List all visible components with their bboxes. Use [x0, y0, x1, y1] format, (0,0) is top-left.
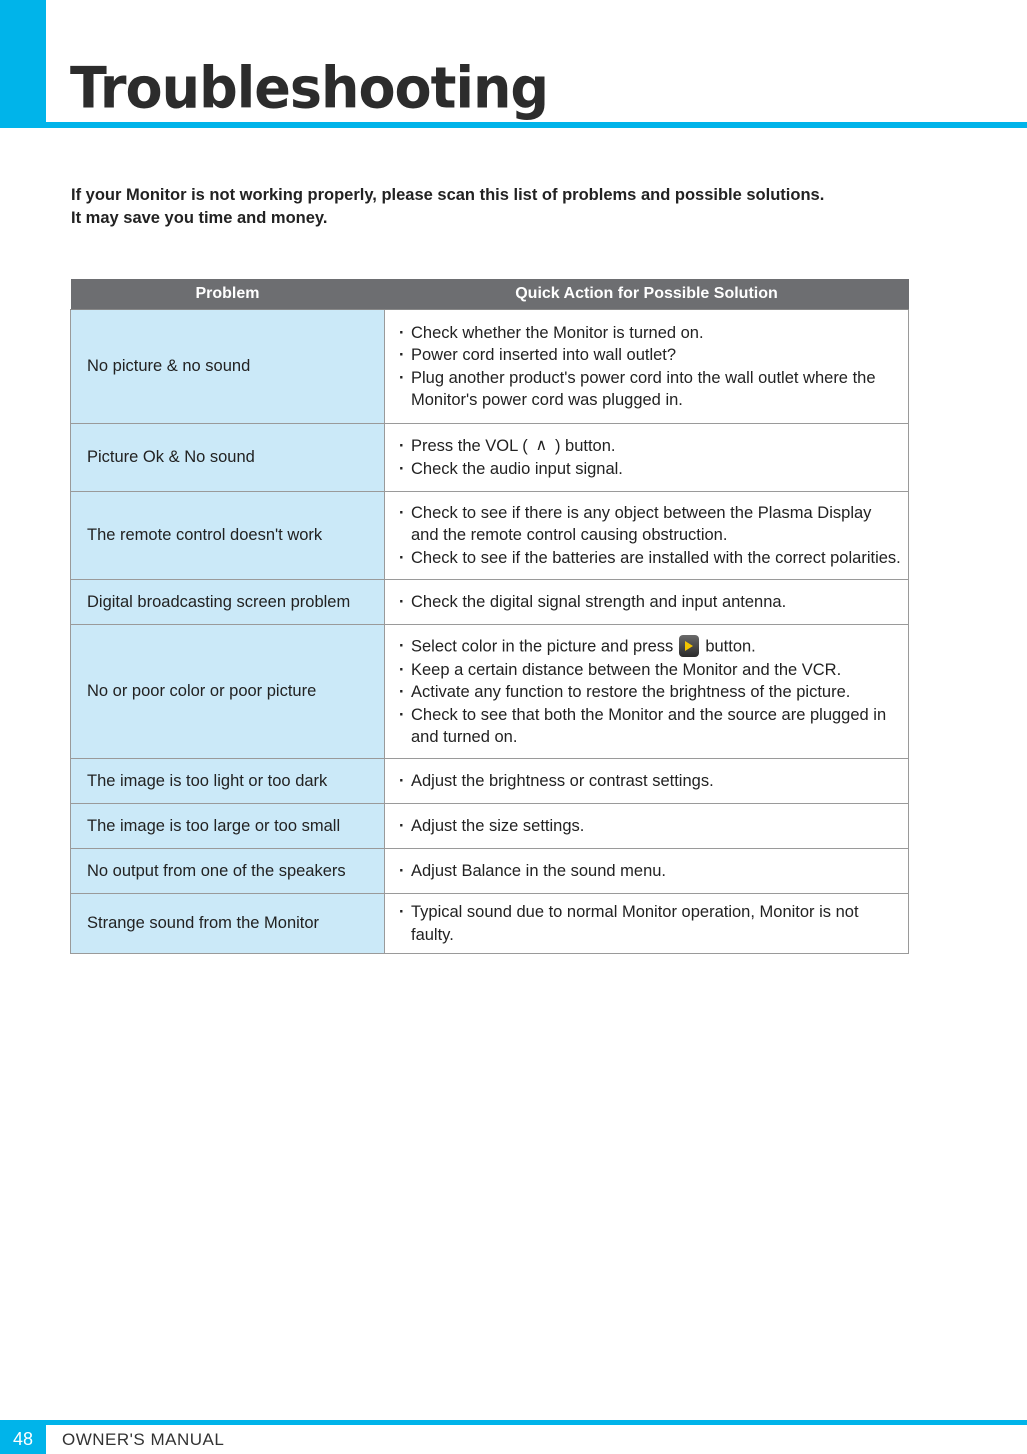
table-row [71, 424, 909, 492]
problem-cell: Picture Ok & No sound [71, 424, 385, 492]
solution-item: · Typical sound due to normal Monitor operation, Monitor is not faulty. [397, 901, 902, 946]
solution-item: · Check whether the Monitor is turned on. [397, 322, 902, 345]
footer-rule [0, 1420, 1027, 1425]
solution-item: · Check to see that both the Monitor and the source are plugged in and turned on. [397, 704, 902, 749]
solution-cell [385, 759, 909, 804]
intro-line-1: If your Monitor is not working properly, please scan this list of problems and possible solutions. [71, 186, 825, 204]
problem-cell: The remote control doesn't work [71, 492, 385, 580]
solution-list [397, 770, 902, 793]
solution-item: · Check to see if the batteries are installed with the correct polarities. [397, 547, 902, 570]
table-row [71, 492, 909, 580]
solution-item: · Plug another product's power cord into the wall outlet where the Monitor's power cord was plugged in. [397, 367, 902, 412]
solution-list [397, 322, 902, 412]
solution-item: · Check to see if there is any object between the Plasma Display and the remote control causing obstruction. [397, 502, 902, 547]
problem-cell: Strange sound from the Monitor [71, 894, 385, 954]
intro-line-2: It may save you time and money. [71, 209, 328, 227]
solution-item: · Adjust the size settings. [397, 815, 902, 838]
column-header-solution: Quick Action for Possible Solution [385, 279, 909, 310]
column-header-problem: Problem [71, 279, 385, 310]
solution-item: · Keep a certain distance between the Monitor and the VCR. [397, 659, 902, 682]
solution-list [397, 860, 902, 883]
solution-text: Press the VOL ( [411, 436, 528, 455]
solution-cell [385, 424, 909, 492]
solution-list [397, 435, 902, 480]
solution-item [397, 435, 902, 458]
table-row [71, 310, 909, 424]
problem-cell: No output from one of the speakers [71, 849, 385, 894]
table-row [71, 804, 909, 849]
solution-list [397, 815, 902, 838]
problem-cell: Digital broadcasting screen problem [71, 580, 385, 625]
solution-list [397, 901, 902, 946]
solution-item: · Adjust the brightness or contrast settings. [397, 770, 902, 793]
solution-cell [385, 894, 909, 954]
troubleshooting-table [70, 279, 909, 954]
table-row [71, 849, 909, 894]
table-row [71, 759, 909, 804]
problem-cell: No or poor color or poor picture [71, 625, 385, 759]
solution-text: button. [705, 636, 756, 655]
intro-text [71, 184, 971, 230]
solution-item: · Check the audio input signal. [397, 458, 902, 481]
problem-cell: No picture & no sound [71, 310, 385, 424]
solution-list [397, 502, 902, 570]
table-header-row [71, 279, 909, 310]
vol-up-icon: ∧ [535, 437, 548, 455]
solution-cell [385, 804, 909, 849]
table-row [71, 894, 909, 954]
solution-item: · Adjust Balance in the sound menu. [397, 860, 902, 883]
table-row [71, 580, 909, 625]
solution-item: · Check the digital signal strength and input antenna. [397, 591, 902, 614]
solution-item [397, 635, 902, 659]
solution-cell [385, 580, 909, 625]
header-accent-block [0, 0, 46, 128]
footer-label: OWNER'S MANUAL [62, 1430, 225, 1449]
solution-cell [385, 625, 909, 759]
page-title: Troubleshooting [70, 55, 549, 122]
page-number: 48 [0, 1425, 46, 1454]
solution-list [397, 591, 902, 614]
solution-item: · Power cord inserted into wall outlet? [397, 344, 902, 367]
problem-cell: The image is too light or too dark [71, 759, 385, 804]
solution-list [397, 635, 902, 749]
table-row [71, 625, 909, 759]
problem-cell: The image is too large or too small [71, 804, 385, 849]
solution-text: Select color in the picture and press [411, 636, 674, 655]
solution-cell [385, 310, 909, 424]
solution-item: · Activate any function to restore the brightness of the picture. [397, 681, 902, 704]
solution-cell [385, 492, 909, 580]
solution-text: ) button. [554, 436, 616, 455]
vol-key-icon [679, 635, 699, 657]
solution-cell [385, 849, 909, 894]
